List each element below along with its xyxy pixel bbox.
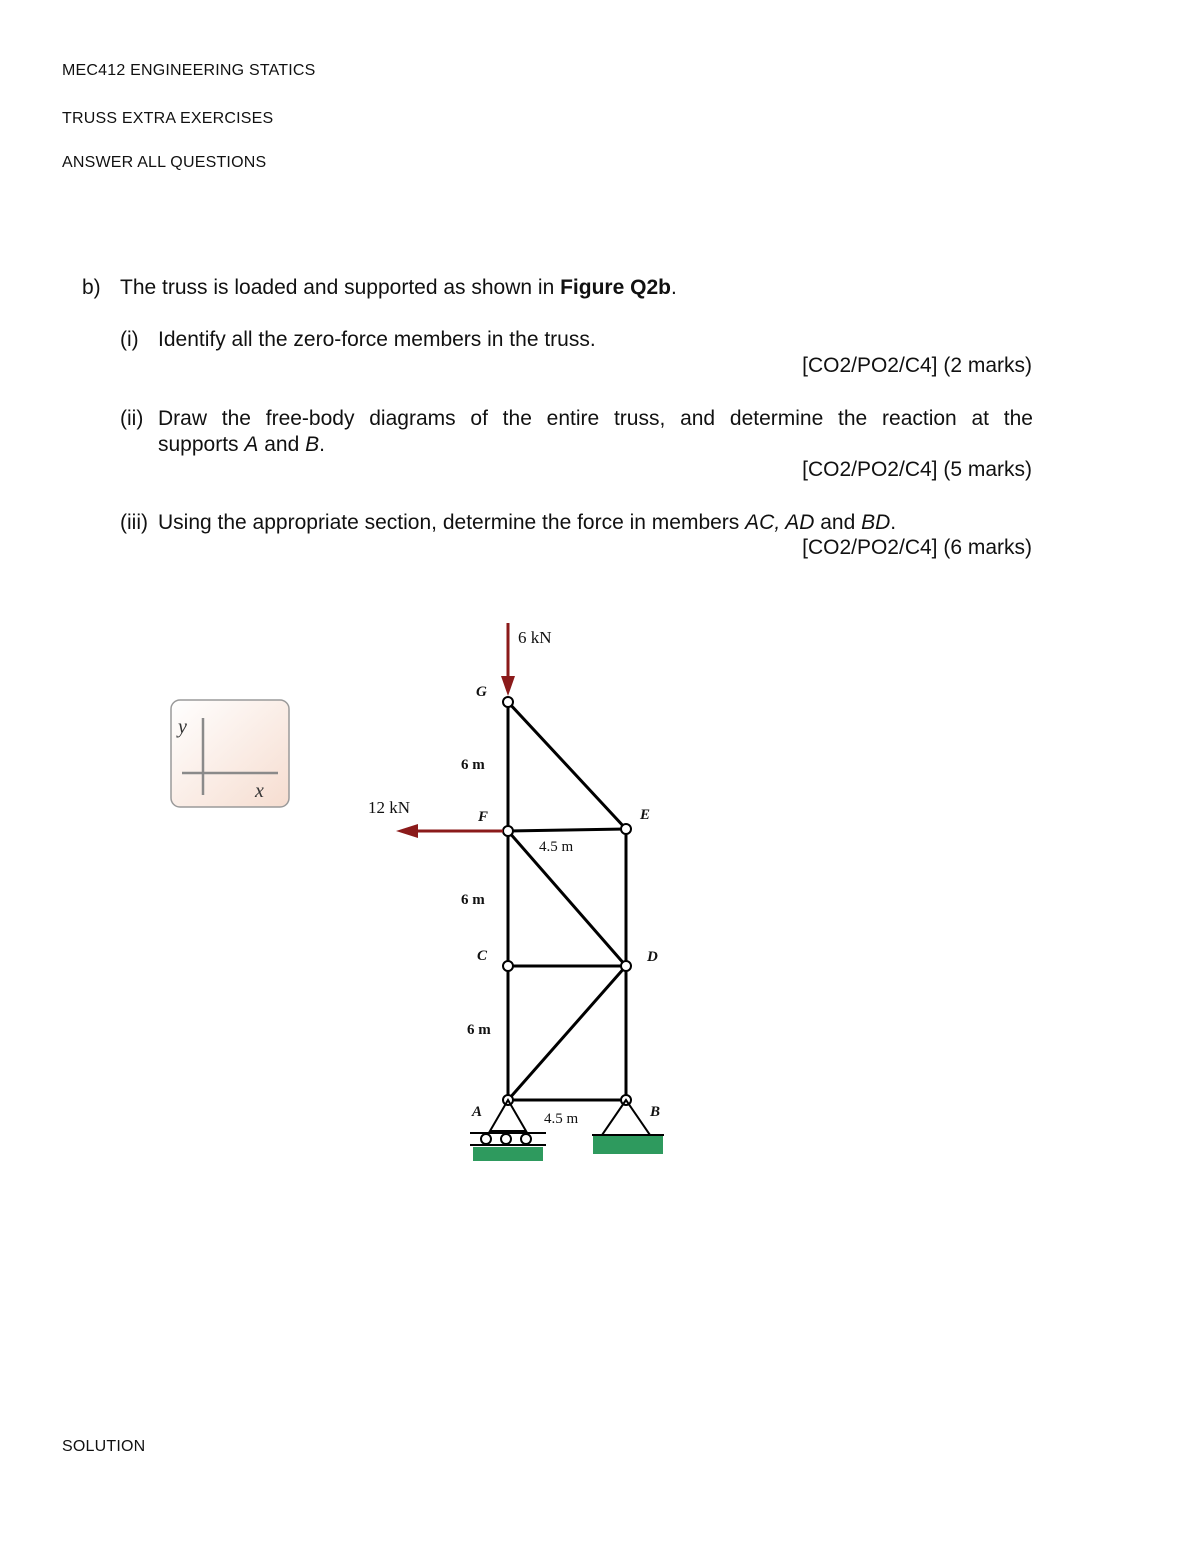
- label-a: A: [472, 1104, 483, 1120]
- dim-ca: 6 m: [467, 1022, 491, 1038]
- dim-gf: 6 m: [461, 757, 485, 773]
- part-iii-prefix: Using the appropriate section, determine the force in members: [158, 511, 746, 534]
- axes-box: [171, 700, 289, 807]
- dim-fe: 4.5 m: [539, 839, 574, 855]
- part-iii-number: (iii): [120, 511, 148, 534]
- part-i-number: (i): [120, 328, 139, 351]
- joint-c: [503, 961, 513, 971]
- joint-g: [503, 697, 513, 707]
- part-iii-end: .: [890, 511, 897, 534]
- part-i-text: Identify all the zero-force members in the truss.: [158, 328, 596, 351]
- label-f: F: [478, 809, 489, 825]
- label-d: D: [647, 949, 658, 965]
- question-label: b): [82, 276, 101, 299]
- question-stem-prefix: The truss is loaded and supported as shown in: [120, 276, 561, 299]
- part-ii-number: (ii): [120, 407, 144, 430]
- dim-fc: 6 m: [461, 892, 485, 908]
- support-b-ref: B: [305, 433, 320, 456]
- ground-b: [593, 1136, 663, 1154]
- support-a-ref: A: [244, 433, 259, 456]
- label-c: C: [477, 948, 488, 964]
- part-ii-and: and: [258, 433, 306, 456]
- load-12kn-arrowhead: [396, 824, 418, 838]
- members-ac-ad: AC, AD: [745, 511, 815, 534]
- joint-d: [621, 961, 631, 971]
- part-iii-marks: [CO2/PO2/C4] (6 marks): [802, 536, 1032, 559]
- document-subtitle: TRUSS EXTRA EXERCISES: [62, 110, 274, 127]
- roller-3: [521, 1134, 531, 1144]
- label-b: B: [650, 1104, 661, 1120]
- load-6kn-label: 6 kN: [518, 628, 552, 647]
- roller-1: [481, 1134, 491, 1144]
- member-ge: [508, 702, 626, 829]
- part-ii-end: .: [319, 433, 325, 456]
- label-g: G: [476, 684, 487, 700]
- figure-reference: Figure Q2b: [560, 276, 671, 299]
- truss-joints: [503, 697, 631, 1105]
- truss-members: [508, 702, 626, 1100]
- question-stem-suffix: .: [670, 276, 677, 299]
- x-axis-label: x: [255, 780, 264, 802]
- load-6kn-arrowhead: [501, 676, 515, 696]
- part-ii-supports: supports: [158, 433, 245, 456]
- part-iii-and: and: [814, 511, 862, 534]
- solution-heading: SOLUTION: [62, 1438, 146, 1455]
- load-12kn-label: 12 kN: [368, 798, 411, 817]
- member-bd: BD: [861, 511, 891, 534]
- part-i-marks: [CO2/PO2/C4] (2 marks): [802, 354, 1032, 377]
- course-title: MEC412 ENGINEERING STATICS: [62, 62, 316, 79]
- load-6kn: [501, 623, 552, 696]
- y-axis-label: y: [178, 716, 187, 738]
- roller-2: [501, 1134, 511, 1144]
- joint-f: [503, 826, 513, 836]
- instruction-text: ANSWER ALL QUESTIONS: [62, 154, 267, 171]
- joint-e: [621, 824, 631, 834]
- ground-a: [473, 1147, 543, 1161]
- dim-ab: 4.5 m: [544, 1111, 579, 1127]
- member-ad: [508, 966, 626, 1100]
- axes-legend: [171, 700, 289, 807]
- part-ii-text-line1: Draw the free-body diagrams of the entire truss, and determine the reaction at the: [158, 407, 1033, 430]
- joint-labels: [471, 684, 660, 1120]
- part-ii-marks: [CO2/PO2/C4] (5 marks): [802, 458, 1032, 481]
- member-fe: [508, 829, 626, 831]
- label-e: E: [640, 807, 651, 823]
